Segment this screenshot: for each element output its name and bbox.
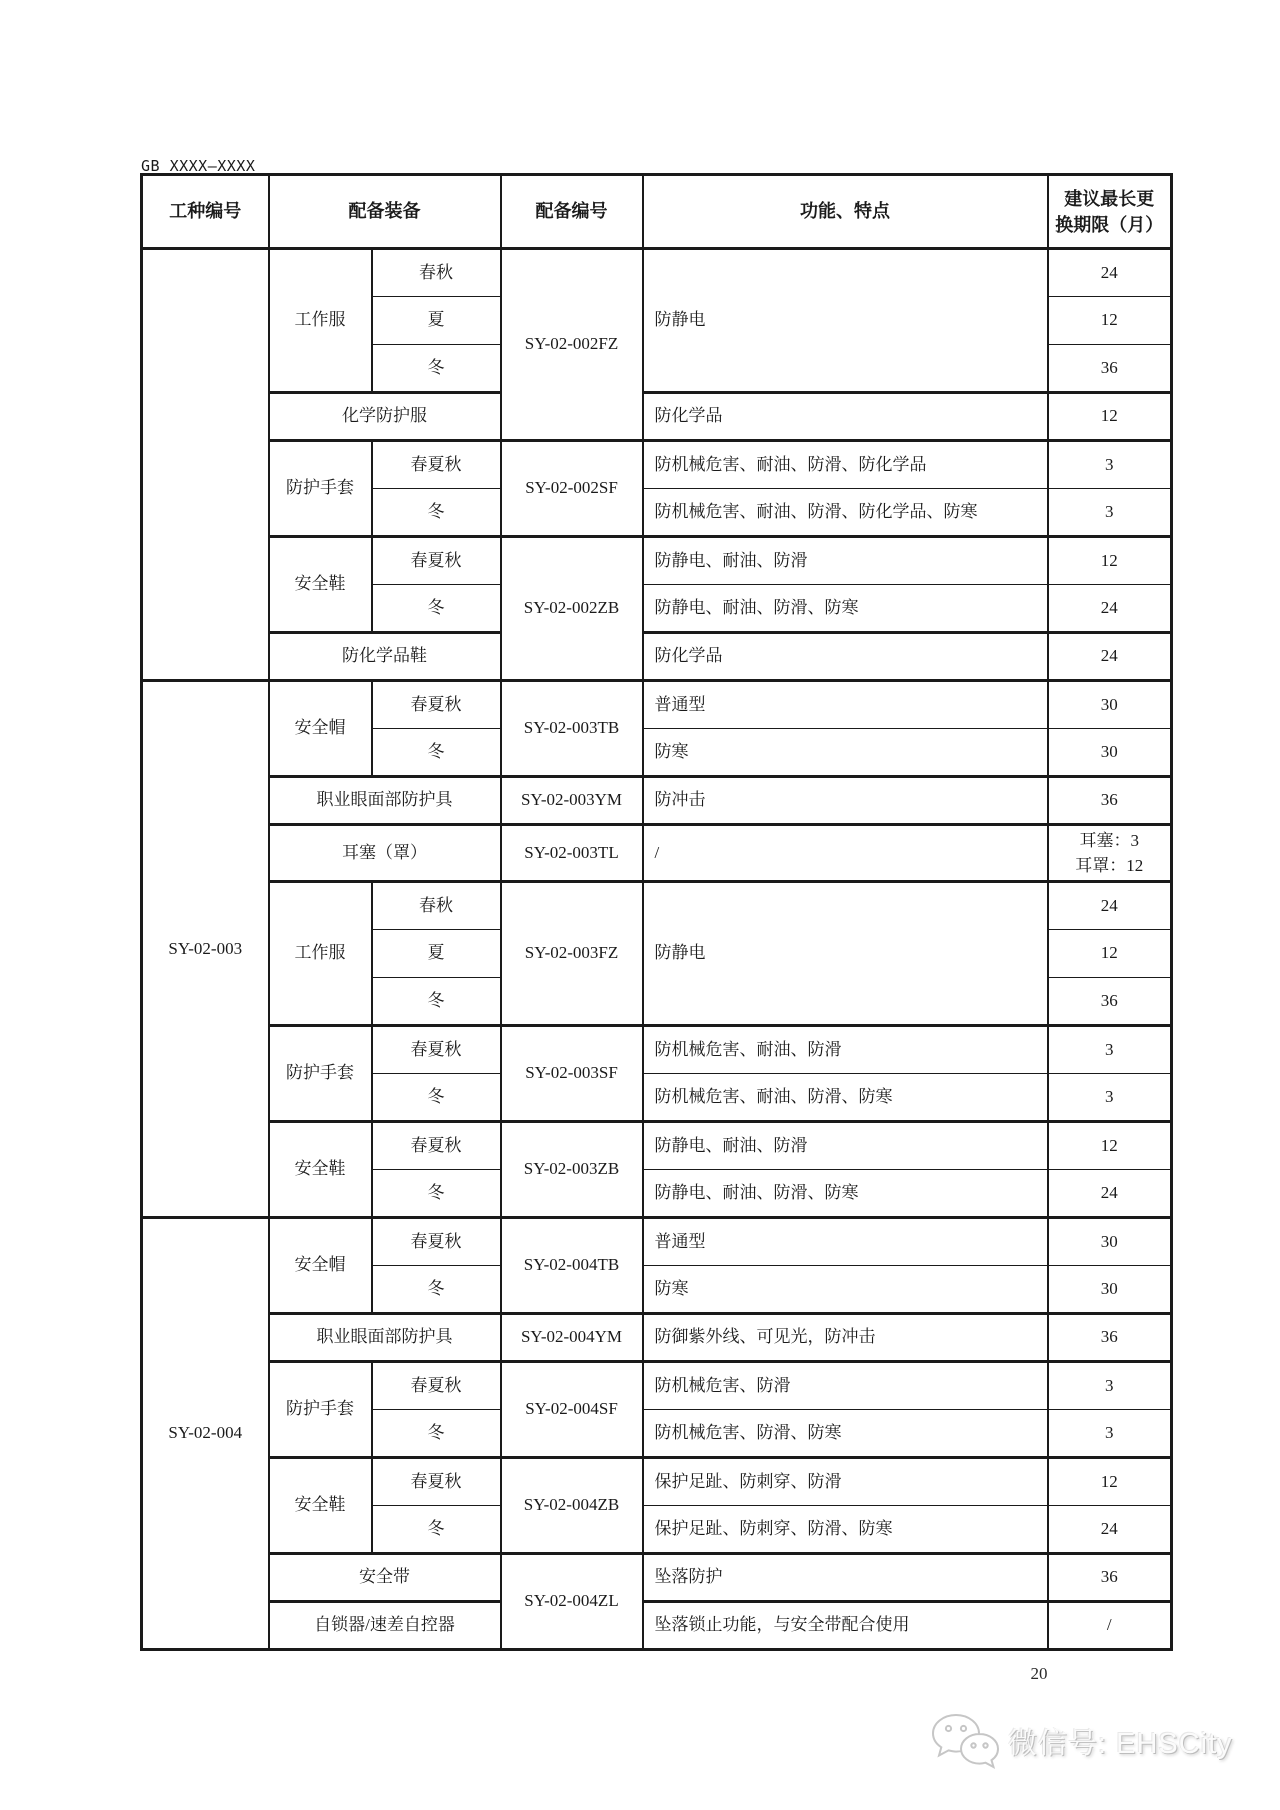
features-cell: 坠落防护 bbox=[643, 1554, 1048, 1602]
ppe-table bbox=[140, 173, 1173, 1651]
features-cell: 防静电、耐油、防滑 bbox=[643, 1122, 1048, 1170]
season-cell: 冬 bbox=[372, 585, 501, 633]
equipment-code-cell: SY-02-003FZ bbox=[501, 882, 643, 1026]
features-cell: 防御紫外线、可见光，防冲击 bbox=[643, 1314, 1048, 1362]
col-header-replace-period-line1: 建议最长更 bbox=[1064, 188, 1155, 209]
period-cell: 12 bbox=[1048, 930, 1172, 978]
table-row bbox=[142, 537, 1172, 585]
period-cell: 3 bbox=[1048, 489, 1172, 537]
features-cell: 防寒 bbox=[643, 1266, 1048, 1314]
table-row bbox=[142, 1218, 1172, 1266]
period-cell: 3 bbox=[1048, 1362, 1172, 1410]
equipment-code-cell: SY-02-003ZB bbox=[501, 1122, 643, 1218]
season-cell: 春夏秋 bbox=[372, 1218, 501, 1266]
worktype-code-cell: SY-02-004 bbox=[142, 1218, 269, 1650]
period-cell: 24 bbox=[1048, 249, 1172, 297]
season-cell: 冬 bbox=[372, 978, 501, 1026]
period-cell: 12 bbox=[1048, 1122, 1172, 1170]
period-cell: 3 bbox=[1048, 1410, 1172, 1458]
header-row bbox=[142, 175, 1172, 249]
wechat-icon bbox=[931, 1712, 999, 1770]
equipment-code-cell: SY-02-004ZB bbox=[501, 1458, 643, 1554]
equipment-name-cell: 安全鞋 bbox=[269, 1122, 372, 1218]
period-cell: 3 bbox=[1048, 1074, 1172, 1122]
period-cell: 36 bbox=[1048, 978, 1172, 1026]
season-cell: 冬 bbox=[372, 1170, 501, 1218]
equipment-code-cell: SY-02-004YM bbox=[501, 1314, 643, 1362]
table-row bbox=[142, 1362, 1172, 1410]
table-row bbox=[142, 249, 1172, 297]
col-header-equipment-code: 配备编号 bbox=[501, 175, 643, 249]
col-header-equipment: 配备装备 bbox=[269, 175, 501, 249]
features-cell: 防机械危害、耐油、防滑、防寒 bbox=[643, 1074, 1048, 1122]
season-cell: 春夏秋 bbox=[372, 1362, 501, 1410]
features-cell: 保护足趾、防刺穿、防滑、防寒 bbox=[643, 1506, 1048, 1554]
season-cell: 冬 bbox=[372, 1074, 501, 1122]
equipment-code-cell: SY-02-002SF bbox=[501, 441, 643, 537]
col-header-replace-period-line2: 换期限（月） bbox=[1055, 214, 1164, 235]
season-cell: 春夏秋 bbox=[372, 681, 501, 729]
features-cell: 防静电、耐油、防滑、防寒 bbox=[643, 585, 1048, 633]
features-cell: 保护足趾、防刺穿、防滑 bbox=[643, 1458, 1048, 1506]
table-row bbox=[142, 441, 1172, 489]
equipment-name-cell: 自锁器/速差自控器 bbox=[269, 1602, 501, 1650]
features-cell: 防机械危害、耐油、防滑、防化学品、防寒 bbox=[643, 489, 1048, 537]
season-cell: 春夏秋 bbox=[372, 441, 501, 489]
period-cell: 24 bbox=[1048, 633, 1172, 681]
table-row bbox=[142, 1026, 1172, 1074]
equipment-name-cell: 耳塞（罩） bbox=[269, 825, 501, 882]
equipment-name-cell: 防护手套 bbox=[269, 441, 372, 537]
equipment-name-cell: 职业眼面部防护具 bbox=[269, 1314, 501, 1362]
equipment-code-cell: SY-02-002FZ bbox=[501, 249, 643, 441]
period-cell: 36 bbox=[1048, 345, 1172, 393]
table-row bbox=[142, 1122, 1172, 1170]
period-cell: 36 bbox=[1048, 1554, 1172, 1602]
season-cell: 冬 bbox=[372, 489, 501, 537]
page-number: 20 bbox=[1030, 1664, 1048, 1683]
season-cell: 春夏秋 bbox=[372, 1458, 501, 1506]
season-cell: 夏 bbox=[372, 930, 501, 978]
watermark-label: 微信号: EHSCity bbox=[1008, 1727, 1233, 1760]
features-cell: 普通型 bbox=[643, 1218, 1048, 1266]
worktype-code-cell bbox=[142, 249, 269, 681]
season-cell: 春秋 bbox=[372, 249, 501, 297]
period-cell: 30 bbox=[1048, 729, 1172, 777]
equipment-code-cell: SY-02-004ZL bbox=[501, 1554, 643, 1650]
col-header-features: 功能、特点 bbox=[643, 175, 1048, 249]
features-cell: 防静电、耐油、防滑 bbox=[643, 537, 1048, 585]
features-cell: 防寒 bbox=[643, 729, 1048, 777]
equipment-code-cell: SY-02-003TB bbox=[501, 681, 643, 777]
period-line: 耳罩：12 bbox=[1075, 856, 1144, 875]
features-cell: 防静电 bbox=[643, 249, 1048, 393]
equipment-name-cell: 安全鞋 bbox=[269, 1458, 372, 1554]
period-cell: 12 bbox=[1048, 393, 1172, 441]
features-cell: 坠落锁止功能，与安全带配合使用 bbox=[643, 1602, 1048, 1650]
equipment-name-cell: 化学防护服 bbox=[269, 393, 501, 441]
features-cell: 普通型 bbox=[643, 681, 1048, 729]
period-cell: 24 bbox=[1048, 1170, 1172, 1218]
period-cell: 3 bbox=[1048, 441, 1172, 489]
table-row bbox=[142, 393, 1172, 441]
period-cell: 36 bbox=[1048, 777, 1172, 825]
features-cell: 防静电 bbox=[643, 882, 1048, 1026]
features-cell: 防机械危害、防滑、防寒 bbox=[643, 1410, 1048, 1458]
period-cell: 12 bbox=[1048, 1458, 1172, 1506]
col-header-worktype-code: 工种编号 bbox=[142, 175, 269, 249]
season-cell: 春夏秋 bbox=[372, 537, 501, 585]
table-row bbox=[142, 882, 1172, 930]
equipment-name-cell: 安全帽 bbox=[269, 1218, 372, 1314]
features-cell: / bbox=[643, 825, 1048, 882]
period-cell: 30 bbox=[1048, 1218, 1172, 1266]
season-cell: 春秋 bbox=[372, 882, 501, 930]
features-cell: 防冲击 bbox=[643, 777, 1048, 825]
equipment-code-cell: SY-02-002ZB bbox=[501, 537, 643, 681]
table-row bbox=[142, 681, 1172, 729]
table-row bbox=[142, 1554, 1172, 1602]
equipment-name-cell: 防化学品鞋 bbox=[269, 633, 501, 681]
season-cell: 冬 bbox=[372, 1266, 501, 1314]
features-cell: 防机械危害、耐油、防滑 bbox=[643, 1026, 1048, 1074]
period-cell: 24 bbox=[1048, 585, 1172, 633]
season-cell: 春夏秋 bbox=[372, 1122, 501, 1170]
features-cell: 防静电、耐油、防滑、防寒 bbox=[643, 1170, 1048, 1218]
table-row bbox=[142, 777, 1172, 825]
equipment-name-cell: 职业眼面部防护具 bbox=[269, 777, 501, 825]
equipment-name-cell: 安全鞋 bbox=[269, 537, 372, 633]
equipment-code-cell: SY-02-003TL bbox=[501, 825, 643, 882]
period-cell bbox=[1048, 825, 1172, 882]
season-cell: 夏 bbox=[372, 297, 501, 345]
equipment-code-cell: SY-02-003YM bbox=[501, 777, 643, 825]
period-cell: / bbox=[1048, 1602, 1172, 1650]
col-header-replace-period bbox=[1048, 175, 1172, 249]
season-cell: 春夏秋 bbox=[372, 1026, 501, 1074]
period-cell: 36 bbox=[1048, 1314, 1172, 1362]
period-cell: 24 bbox=[1048, 1506, 1172, 1554]
season-cell: 冬 bbox=[372, 1506, 501, 1554]
season-cell: 冬 bbox=[372, 729, 501, 777]
equipment-code-cell: SY-02-004SF bbox=[501, 1362, 643, 1458]
equipment-name-cell: 工作服 bbox=[269, 249, 372, 393]
period-cell: 12 bbox=[1048, 537, 1172, 585]
equipment-name-cell: 防护手套 bbox=[269, 1362, 372, 1458]
worktype-code-cell: SY-02-003 bbox=[142, 681, 269, 1218]
period-cell: 3 bbox=[1048, 1026, 1172, 1074]
table-row bbox=[142, 825, 1172, 882]
table-row bbox=[142, 1602, 1172, 1650]
features-cell: 防化学品 bbox=[643, 633, 1048, 681]
equipment-name-cell: 安全带 bbox=[269, 1554, 501, 1602]
table-row bbox=[142, 1314, 1172, 1362]
watermark bbox=[931, 1712, 1233, 1770]
equipment-code-cell: SY-02-003SF bbox=[501, 1026, 643, 1122]
equipment-name-cell: 防护手套 bbox=[269, 1026, 372, 1122]
features-cell: 防化学品 bbox=[643, 393, 1048, 441]
equipment-name-cell: 安全帽 bbox=[269, 681, 372, 777]
table-row bbox=[142, 633, 1172, 681]
period-cell: 30 bbox=[1048, 681, 1172, 729]
period-cell: 12 bbox=[1048, 297, 1172, 345]
features-cell: 防机械危害、耐油、防滑、防化学品 bbox=[643, 441, 1048, 489]
season-cell: 冬 bbox=[372, 1410, 501, 1458]
equipment-name-cell: 工作服 bbox=[269, 882, 372, 1026]
features-cell: 防机械危害、防滑 bbox=[643, 1362, 1048, 1410]
season-cell: 冬 bbox=[372, 345, 501, 393]
period-cell: 30 bbox=[1048, 1266, 1172, 1314]
equipment-code-cell: SY-02-004TB bbox=[501, 1218, 643, 1314]
doc-code: GB XXXX—XXXX bbox=[141, 157, 256, 175]
period-line: 耳塞：3 bbox=[1079, 831, 1139, 850]
table-row bbox=[142, 1458, 1172, 1506]
period-cell: 24 bbox=[1048, 882, 1172, 930]
